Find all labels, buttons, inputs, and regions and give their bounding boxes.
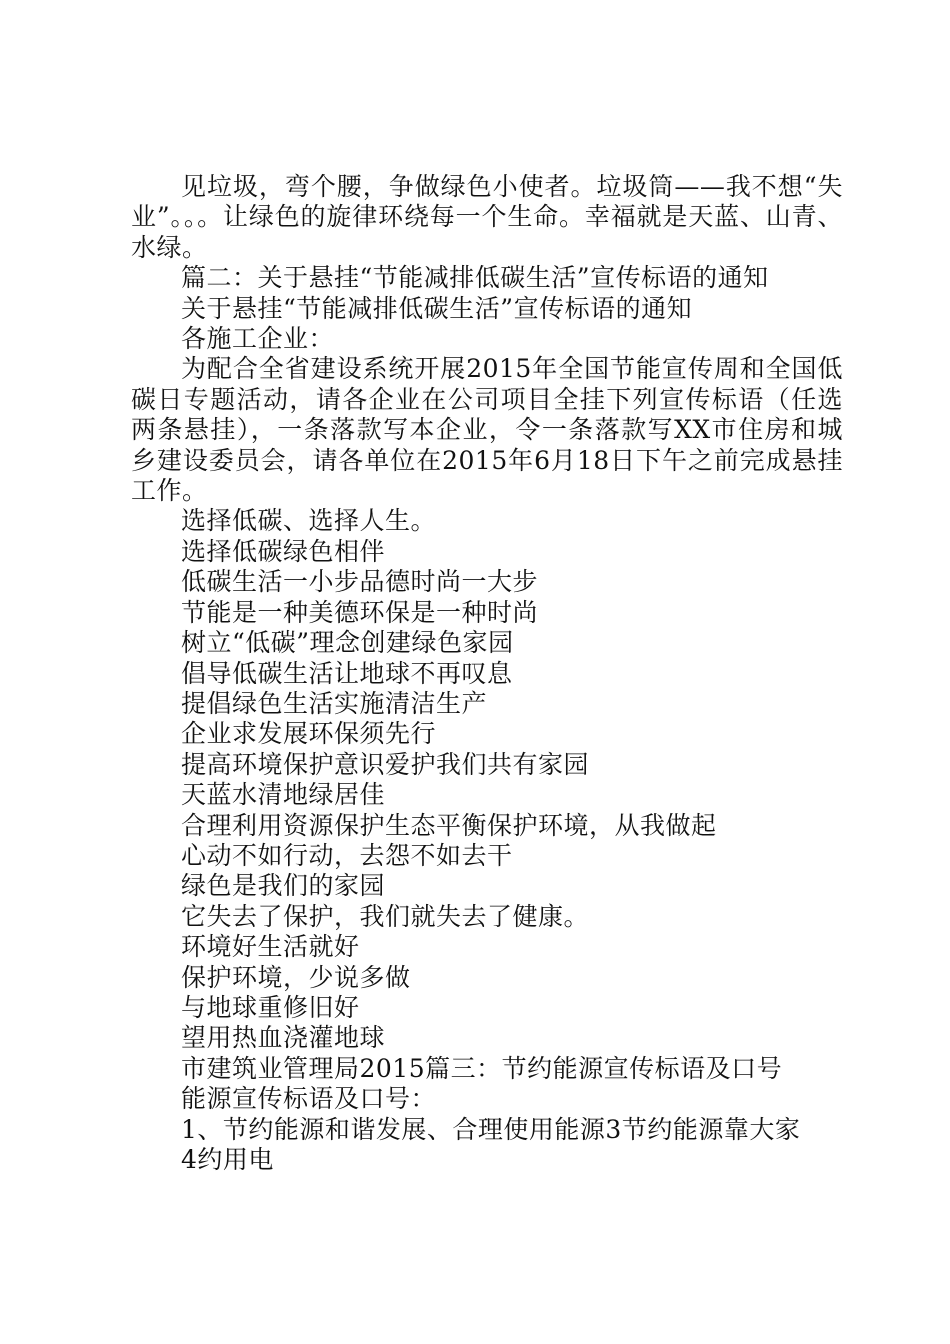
- slogan-line: 树立“低碳”理念创建绿色家园: [181, 628, 514, 658]
- slogan-line: 选择低碳绿色相伴: [181, 536, 386, 566]
- document-body: [131, 172, 843, 1175]
- slogan-list-heading: 能源宣传标语及口号：: [181, 1084, 437, 1114]
- slogan-line: 与地球重修旧好: [181, 992, 360, 1022]
- section-heading-3: 市建筑业管理局2015篇三：节约能源宣传标语及口号: [181, 1053, 783, 1083]
- slogan-line: 它失去了保护，我们就失去了健康。: [181, 901, 590, 931]
- section-heading-2: 篇二：关于悬挂“节能减排低碳生活”宣传标语的通知: [181, 263, 769, 293]
- slogan-line: 低碳生活一小步品德时尚一大步: [181, 567, 539, 597]
- slogan-line: 天蓝水清地绿居佳: [181, 780, 386, 810]
- slogan-line: 选择低碳、选择人生。: [181, 506, 437, 536]
- slogan-line: 望用热血浇灌地球: [181, 1023, 386, 1053]
- slogan-line: 绿色是我们的家园: [181, 871, 386, 901]
- slogan-line: 倡导低碳生活让地球不再叹息: [181, 658, 513, 688]
- paragraph-intro: 见垃圾，弯个腰，争做绿色小使者。垃圾筒——我不想“失业”。。。让绿色的旋律环绕每一个生命。幸福就是天蓝、山青、水绿。: [131, 172, 843, 262]
- slogan-line: 企业求发展环保须先行: [181, 719, 437, 749]
- slogan-list-item: 1、节约能源和谐发展、合理使用能源3节约能源靠大家: [181, 1114, 801, 1144]
- notice-body: 为配合全省建设系统开展2015年全国节能宣传周和全国低碳日专题活动，请各企业在公司项目全挂下列宣传标语（任选两条悬挂），一条落款写本企业，令一条落款写XX市住房和城乡建设委员会，请各单位在2015年6月18日下午之前完成悬挂工作。: [131, 354, 843, 506]
- slogan-line: 保护环境，少说多做: [181, 962, 411, 992]
- slogan-line: 心动不如行动，去怨不如去干: [181, 840, 513, 870]
- notice-title: 关于悬挂“节能减排低碳生活”宣传标语的通知: [181, 293, 693, 323]
- notice-salutation: 各施工企业：: [181, 324, 335, 354]
- slogan-line: 节能是一种美德环保是一种时尚: [181, 597, 539, 627]
- slogan-line: 提倡绿色生活实施清洁生产: [181, 688, 488, 718]
- slogan-line: 提高环境保护意识爱护我们共有家园: [181, 749, 590, 779]
- slogan-line: 合理利用资源保护生态平衡保护环境，从我做起: [181, 810, 717, 840]
- slogan-list-item: 4约用电: [181, 1145, 274, 1174]
- slogan-line: 环境好生活就好: [181, 932, 360, 962]
